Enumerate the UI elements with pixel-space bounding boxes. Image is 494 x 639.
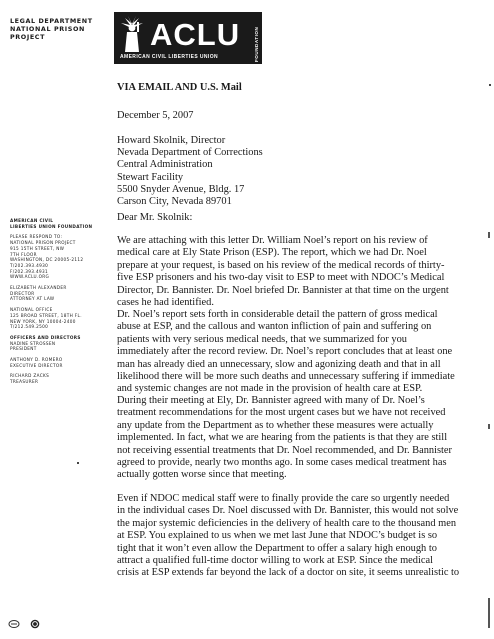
recipient-address	[117, 135, 447, 208]
footer-marks	[8, 617, 48, 631]
sidebar-line: NADINE STROSSEN	[10, 340, 56, 346]
body-line: actually gotten worse since that meeting.	[117, 469, 287, 481]
sidebar-line: ANTHONY D. ROMERO	[10, 357, 63, 363]
department-line: LEGAL DEPARTMENT	[10, 17, 93, 25]
body-line: abuse at ESP, and the callous and wanton infliction of pain and suffering on	[117, 321, 432, 333]
body-line: implemented. In fact, what we are hearing from the patients is that they are still	[117, 432, 448, 444]
sidebar-line: AMERICAN CIVIL	[10, 218, 54, 223]
delivery-method: VIA EMAIL AND U.S. Mail	[117, 82, 242, 93]
salutation: Dear Mr. Skolnik:	[117, 212, 193, 223]
sidebar-line: ELIZABETH ALEXANDER	[10, 285, 67, 291]
body-line: in the individual cases Dr. Noel discussed with Dr. Bannister, this would not solve	[117, 505, 459, 517]
statue-of-liberty-icon	[116, 14, 148, 52]
sidebar-line: EXECUTIVE DIRECTOR	[10, 362, 63, 368]
body-line: patients with very serious medical needs, that we summarized for you	[117, 333, 407, 345]
paragraph-3	[117, 395, 463, 482]
body-line: immediately after the record review. Dr. Noel’s report concludes that at least one	[117, 346, 453, 358]
body-line: and systemic changes are not made in the provision of health care at ESP.	[117, 383, 423, 395]
sidebar-line: 7TH FLOOR	[10, 251, 37, 257]
scan-speck	[77, 462, 79, 464]
body-line: crisis at ESP extends far beyond the lack of a doctor on site, it seems unrealistic to	[117, 567, 460, 579]
scan-edge-mark	[488, 232, 490, 238]
sidebar-officers	[10, 335, 110, 352]
department-line: PROJECT	[10, 33, 46, 41]
scan-edge-mark	[488, 598, 490, 628]
sidebar-director	[10, 285, 110, 302]
sidebar	[10, 218, 110, 390]
scan-speck	[489, 84, 491, 86]
sidebar-line: NEW YORK, NY 10004-2400	[10, 318, 76, 324]
sidebar-line: F/202.393.4931	[10, 268, 49, 274]
sidebar-line: ATTORNEY AT LAW	[10, 296, 55, 302]
sidebar-org	[10, 218, 110, 229]
body-line: medical care at Ely State Prison (ESP). The report, which we had Dr. Noel	[117, 247, 427, 259]
body-line: at ESP. You explained to us when we met last June that NDOC’s budget is so	[117, 530, 438, 542]
body-line: During their meeting at Ely, Dr. Bannister agreed with many of Dr. Noel’s	[117, 395, 425, 406]
address-line: Central Administration	[117, 159, 213, 171]
scan-edge-mark	[488, 424, 490, 429]
body-line: cases he had identified.	[117, 297, 214, 309]
sidebar-line: T/212.549.2500	[10, 324, 49, 330]
address-line: Carson City, Nevada 89701	[117, 196, 232, 208]
body-line: man has already died an unnecessary, slow and agonizing death and that in all	[117, 358, 441, 370]
body-line: treatment recommendations for the most urgent cases but we have not received	[117, 407, 446, 419]
body-line: agreed to provide, nearly two months ago. In some cases medical treatment has	[117, 457, 447, 469]
union-bug-icon	[9, 621, 19, 628]
address-line: Nevada Department of Corrections	[117, 147, 263, 159]
address-line: Stewart Facility	[117, 171, 184, 183]
sidebar-line: WASHINGTON, DC 20005-2112	[10, 257, 84, 263]
address-line: Howard Skolnik, Director	[117, 135, 226, 146]
body-line: Dr. Noel’s report sets forth in considerable detail the pattern of gross medical	[117, 309, 438, 320]
sidebar-heading: OFFICERS AND DIRECTORS	[10, 334, 81, 340]
body-line: likelihood there will be more such deaths and unnecessary suffering if immediate	[117, 371, 455, 383]
letter-date: December 5, 2007	[117, 110, 194, 121]
sidebar-line: 125 BROAD STREET, 18TH FL.	[10, 312, 82, 318]
body-line: attract a qualified full-time doctor willing to work at ESP. Since the medical	[117, 555, 433, 567]
sidebar-line: T/202.393.4930	[10, 262, 49, 268]
paragraph-4	[117, 493, 463, 580]
department-heading	[10, 17, 93, 41]
sidebar-line: 915 15TH STREET, NW	[10, 245, 65, 251]
body-line: We are attaching with this letter Dr. William Noel’s report on his review of	[117, 235, 428, 246]
logo-side-band	[253, 12, 262, 64]
body-line: not receiving essential treatments that Dr. Noel recommended, and Dr. Bannister	[117, 444, 452, 456]
sidebar-line: DIRECTOR	[10, 290, 35, 296]
sidebar-line: NATIONAL PRISON PROJECT	[10, 240, 76, 246]
sidebar-national-office	[10, 307, 110, 330]
sidebar-line: PRESIDENT	[10, 346, 37, 352]
sidebar-respond	[10, 234, 110, 280]
body-line: tight that it won’t even allow the Department to offer a salary high enough to	[117, 542, 437, 554]
sidebar-line: RICHARD ZACKS	[10, 373, 50, 379]
body-line: five ESP prisoners and his two-day visit to ESP to meet with NDOC’s Medical	[117, 272, 445, 284]
recycle-icon	[31, 620, 38, 627]
aclu-logo	[114, 12, 253, 64]
body-line: Director, Dr. Bannister. Dr. Noel briefed Dr. Bannister at that time on the urgent	[117, 284, 449, 296]
body-line: prepare at your request, is based on his review of the medical records of thirty-	[117, 259, 445, 271]
address-line: 5500 Snyder Avenue, Bldg. 17	[117, 183, 245, 195]
sidebar-line: NATIONAL OFFICE	[10, 307, 53, 313]
paragraph-1	[117, 235, 463, 309]
logo-subtitle: AMERICAN CIVIL LIBERTIES UNION	[120, 54, 219, 60]
body-line: Even if NDOC medical staff were to finally provide the care so urgently needed	[117, 493, 450, 504]
sidebar-line: PLEASE RESPOND TO:	[10, 234, 63, 240]
paragraph-2	[117, 309, 463, 396]
sidebar-line: TREASURER	[10, 379, 39, 385]
logo-text: ACLU	[150, 17, 241, 52]
sidebar-line: WWW.ACLU.ORG	[10, 274, 50, 280]
department-line: NATIONAL PRISON	[10, 25, 85, 33]
body-line: any update from the Department as to whether these measures were actually	[117, 419, 434, 431]
logo-side-text: FOUNDATION	[254, 26, 259, 62]
sidebar-treasurer	[10, 373, 110, 384]
sidebar-line: LIBERTIES UNION FOUNDATION	[10, 223, 93, 229]
sidebar-executive	[10, 357, 110, 368]
body-line: the major systemic deficiencies in the delivery of health care to the thousand men	[117, 517, 457, 529]
